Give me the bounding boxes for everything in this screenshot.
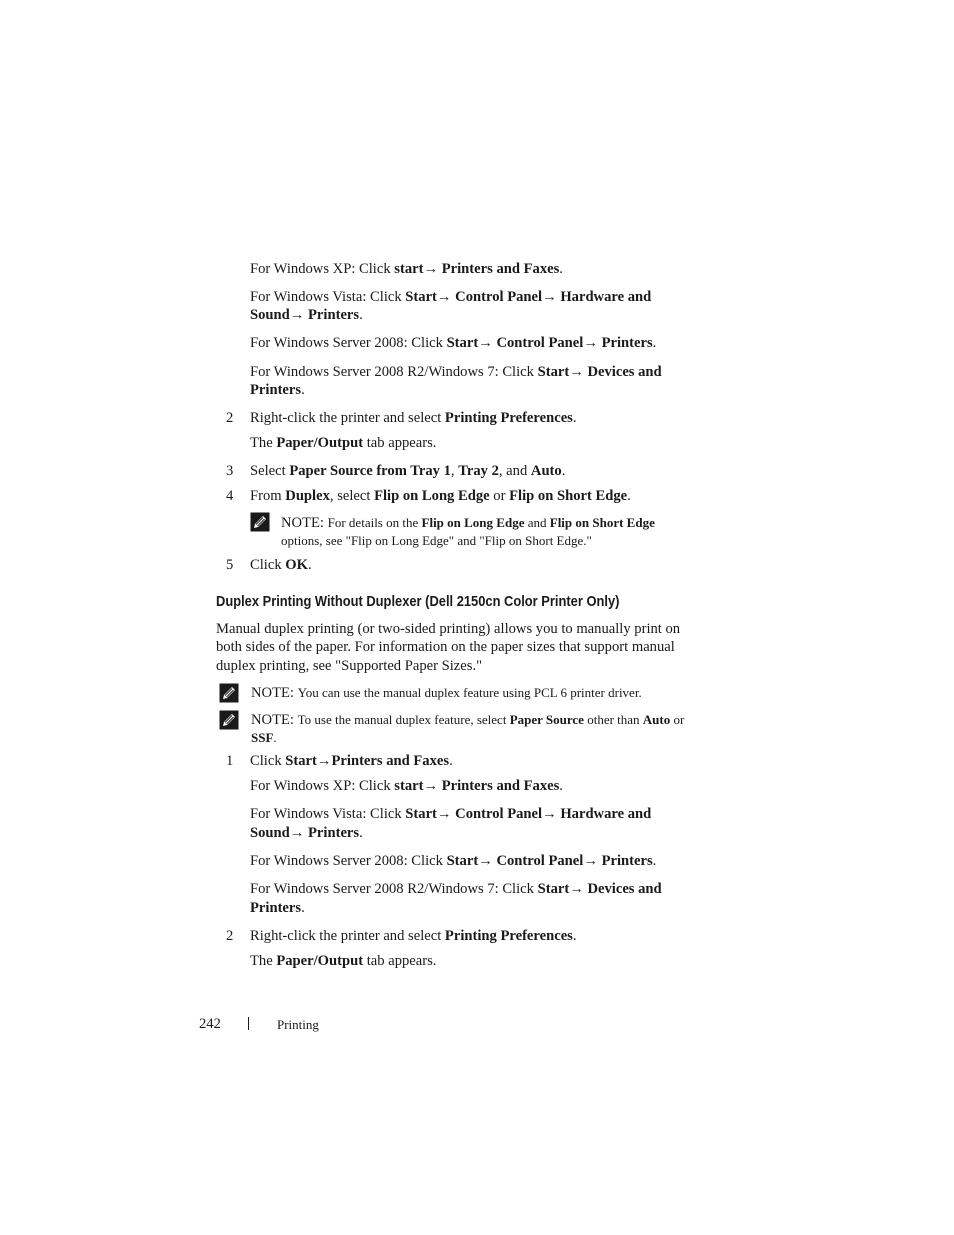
step2b-result: The Paper/Output tab appears.	[250, 953, 437, 969]
step3-text: Select Paper Source from Tray 1, Tray 2, and Auto.	[250, 463, 566, 479]
nav2-vista-line1: For Windows Vista: Click Start→ Control Panel→ Hardware and	[250, 806, 652, 822]
step4-text: From Duplex, select Flip on Long Edge or Flip on Short Edge.	[250, 488, 631, 504]
note3-line1: NOTE: To use the manual duplex feature, select Paper Source other than Auto or	[251, 712, 685, 728]
step-number: 2	[226, 410, 234, 426]
step1-text: Click Start→Printers and Faxes.	[250, 753, 453, 769]
note-pencil-icon	[219, 710, 239, 730]
intro-line: duplex printing, see "Supported Paper Sizes."	[216, 658, 483, 674]
note2-text: NOTE: You can use the manual duplex feature using PCL 6 printer driver.	[251, 685, 642, 701]
step-number: 2	[226, 928, 234, 944]
intro-line: Manual duplex printing (or two-sided printing) allows you to manually print on	[216, 621, 681, 637]
page-number: 242	[199, 1016, 221, 1032]
section-heading: Duplex Printing Without Duplexer (Dell 2150cn Color Printer Only)	[216, 593, 620, 610]
step-number: 3	[226, 463, 234, 479]
step2b-text: Right-click the printer and select Printing Preferences.	[250, 928, 577, 944]
nav1-win7-line2: Printers.	[250, 382, 305, 398]
note1-line2: options, see "Flip on Long Edge" and "Flip on Short Edge."	[281, 533, 592, 548]
step2-result: The Paper/Output tab appears.	[250, 435, 437, 451]
step-number: 1	[226, 753, 234, 769]
note-pencil-icon	[219, 683, 239, 703]
note-pencil-icon	[250, 512, 270, 532]
nav1-vista-line2: Sound→ Printers.	[250, 307, 363, 323]
nav1-server2008-line: For Windows Server 2008: Click Start→ Control Panel→ Printers.	[250, 335, 657, 351]
nav2-server2008-line: For Windows Server 2008: Click Start→ Control Panel→ Printers.	[250, 853, 657, 869]
nav2-vista-line2: Sound→ Printers.	[250, 825, 363, 841]
step-number: 5	[226, 557, 234, 573]
footer-separator	[248, 1017, 249, 1030]
nav2-win7-line2: Printers.	[250, 900, 305, 916]
note1-line1: NOTE: For details on the Flip on Long Edge and Flip on Short Edge	[281, 515, 655, 531]
nav2-xp-line: For Windows XP: Click start→ Printers and Faxes.	[250, 778, 563, 794]
note3-line2: SSF.	[251, 730, 277, 745]
step-number: 4	[226, 488, 234, 504]
step5-text: Click OK.	[250, 557, 312, 573]
nav2-win7-line1: For Windows Server 2008 R2/Windows 7: Click Start→ Devices and	[250, 881, 662, 897]
intro-line: both sides of the paper. For information on the paper sizes that support manual	[216, 639, 675, 655]
footer-section-title: Printing	[277, 1017, 319, 1032]
nav1-xp-line: For Windows XP: Click start→ Printers and Faxes.	[250, 261, 563, 277]
nav1-win7-line1: For Windows Server 2008 R2/Windows 7: Click Start→ Devices and	[250, 364, 662, 380]
step2-text: Right-click the printer and select Printing Preferences.	[250, 410, 577, 426]
nav1-vista-line1: For Windows Vista: Click Start→ Control Panel→ Hardware and	[250, 289, 652, 305]
